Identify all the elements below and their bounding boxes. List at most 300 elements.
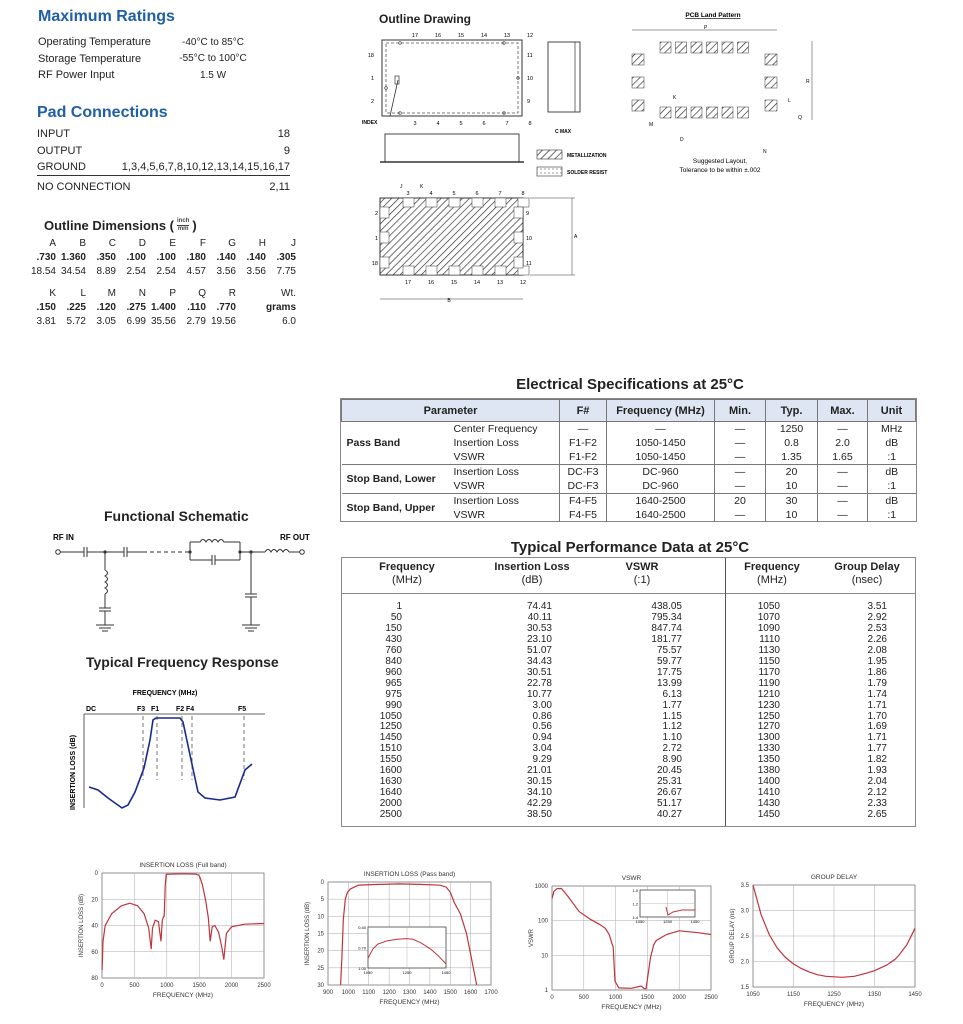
x-tick-label: 1050	[746, 992, 760, 998]
land-pad	[691, 42, 702, 53]
perf-frequency: 150	[385, 622, 402, 634]
perf-gd-frequency: 1070	[757, 611, 780, 623]
perf-frequency: 1450	[379, 732, 402, 744]
pin-label: 15	[457, 33, 465, 39]
inset-x-tick: 1450	[441, 970, 451, 975]
spec-min: —	[715, 422, 766, 437]
col-max: Max.	[818, 400, 868, 422]
dim-mm: 3.56	[246, 266, 266, 277]
perf-gd-frequency: 1350	[757, 754, 780, 766]
y-axis-label: VSWR	[529, 929, 535, 947]
spec-f: F1-F2	[560, 436, 607, 450]
spec-param: VSWR	[453, 480, 485, 492]
x-tick-label: 1700	[484, 990, 498, 996]
perf-vswr: 1.77	[662, 699, 682, 711]
pad	[403, 198, 414, 207]
rating-row	[38, 67, 328, 84]
pad-connections-title: Pad Connections	[37, 104, 168, 121]
spec-max: 2.0	[818, 436, 868, 450]
perf-insertion-loss: 0.56	[532, 721, 552, 733]
freq-response-curve	[89, 718, 252, 808]
pin-label: 1	[374, 236, 378, 242]
index-leader	[390, 80, 398, 116]
perf-vswr: 20.45	[656, 765, 682, 777]
c-max-label: C MAX	[555, 129, 572, 135]
spec-typ: 10	[766, 508, 818, 522]
x-tick-label: 500	[578, 995, 589, 1001]
inset-y-tick: 1.00	[358, 966, 366, 971]
perf-header-l1: Frequency	[379, 561, 435, 573]
perf-group-delay: 1.70	[867, 710, 887, 722]
dim-letter: G	[228, 238, 236, 249]
pin-label: 4	[429, 191, 433, 197]
inset-x-tick: 1050	[363, 970, 373, 975]
spec-typ: 0.8	[766, 436, 818, 450]
land-pad	[738, 107, 749, 118]
land-pad	[632, 54, 644, 65]
perf-vswr: 181.77	[651, 633, 682, 645]
land-pad	[660, 107, 671, 118]
package-outline	[382, 40, 522, 116]
dim-mm: 8.89	[96, 266, 116, 277]
dim-mm	[236, 315, 266, 329]
perf-group-delay: 2.92	[867, 611, 887, 623]
metallized-body	[380, 198, 523, 275]
rating-label: RF Power Input	[38, 69, 115, 82]
y-tick-label: 0	[320, 880, 324, 886]
perf-gd-frequency: 1150	[758, 655, 780, 667]
electrical-specs-table	[341, 399, 916, 522]
y-tick-label: 3.5	[740, 883, 749, 889]
pad-value: 18	[277, 127, 290, 140]
spec-max: —	[818, 465, 868, 480]
inset-y-tick: 1.4	[632, 915, 638, 920]
perf-col-header	[827, 561, 907, 587]
spec-row	[342, 494, 916, 509]
dim-mm: 6.0	[282, 316, 296, 327]
y-tick-label: 100	[537, 918, 548, 925]
via-icon	[399, 42, 402, 45]
maximum-ratings-section	[38, 8, 328, 84]
outline-drawing-title: Outline Drawing	[379, 12, 472, 26]
pin-label: 16	[427, 280, 435, 286]
pin-label: 12	[526, 33, 534, 39]
perf-insertion-loss: 21.01	[526, 765, 552, 777]
y-axis-label: INSERTION LOSS (dB)	[79, 893, 85, 958]
pad-label: NO CONNECTION	[37, 180, 131, 193]
pad	[449, 266, 460, 275]
dim-k-label: K	[420, 184, 424, 190]
x-tick-label: 1150	[787, 992, 800, 998]
perf-frequency: 1640	[379, 787, 402, 799]
inset-y-tick: 0.40	[358, 925, 366, 930]
perf-gd-frequency: 1300	[757, 732, 780, 744]
perf-col-header	[737, 561, 807, 587]
spec-unit: dB	[868, 465, 916, 480]
front-view	[385, 134, 519, 162]
pin-label: 5	[452, 191, 456, 197]
perf-frequency: 1	[396, 601, 402, 612]
perf-vswr: 2.72	[662, 743, 682, 755]
perf-gd-frequency: 1190	[758, 677, 780, 689]
inset-y-tick: 0.70	[358, 945, 366, 951]
freq-marker-label: F4	[186, 706, 195, 713]
dim-mm: 2.54	[156, 266, 176, 277]
rating-label: Storage Temperature	[38, 52, 142, 65]
functional-schematic	[50, 530, 330, 645]
land-pad	[632, 77, 644, 88]
pin-label: 4	[436, 121, 440, 127]
spec-min: —	[715, 465, 766, 480]
spec-f: DC-F3	[560, 479, 607, 494]
spec-typ: 1250	[766, 422, 818, 437]
typical-frequency-response	[60, 680, 270, 820]
perf-frequency: 1630	[379, 776, 402, 788]
dim-letter: A	[49, 238, 56, 249]
perf-header-l2: (dB)	[521, 574, 543, 586]
perf-group-delay: 1.95	[867, 655, 887, 667]
y-tick-label: 25	[317, 965, 324, 972]
perf-insertion-loss: 23.10	[526, 633, 552, 645]
pcb-land-pattern	[620, 5, 820, 180]
pad	[514, 232, 523, 243]
pin-label: 18	[367, 53, 374, 59]
perf-gd-frequency: 1170	[758, 666, 780, 678]
rf-in-label: RF IN	[53, 533, 74, 542]
x-tick-label: 1250	[827, 992, 841, 998]
pin-label: 18	[371, 261, 378, 267]
chart-vswr	[515, 860, 725, 1024]
dim-d-label: D	[680, 137, 684, 143]
x-tick-label: 1100	[362, 990, 376, 996]
spec-param: Insertion Loss	[454, 465, 560, 480]
inset-x-tick: 1250	[663, 919, 672, 924]
x-tick-label: 1000	[341, 990, 356, 996]
perf-header-l1: Group Delay	[834, 561, 900, 573]
spec-f: F4-F5	[560, 508, 607, 522]
col-min: Min.	[715, 400, 766, 422]
outline-drawing-top-view	[360, 28, 620, 178]
paren-close: )	[192, 218, 197, 233]
dim-letter: F	[199, 238, 206, 249]
dim-n-label: N	[763, 149, 767, 155]
pin-label: 5	[459, 121, 463, 127]
elec-header-row	[342, 400, 916, 422]
rating-row	[38, 34, 328, 51]
chart-title: VSWR	[621, 875, 642, 882]
perf-col-gd-frequency	[750, 602, 780, 821]
dim-letter: L	[80, 288, 86, 299]
x-tick-label: 1200	[382, 990, 396, 996]
perf-header-l2: (MHz)	[757, 574, 787, 586]
x-tick-label: 1000	[608, 995, 623, 1001]
spec-min: —	[715, 508, 766, 522]
perf-frequency: 960	[385, 666, 402, 678]
freq-marker-label: DC	[86, 706, 97, 713]
dim-inch: .305	[276, 252, 296, 263]
pad-connections-section	[37, 104, 290, 195]
y-tick-label: 80	[91, 976, 98, 982]
dim-b-label: B	[447, 298, 451, 304]
dim-mm: 3.56	[216, 266, 236, 277]
spec-max: —	[818, 422, 868, 437]
y-tick-label: 60	[91, 949, 98, 956]
y-tick-label: 20	[91, 897, 98, 904]
dim-a-label: A	[574, 234, 578, 240]
functional-schematic-title: Functional Schematic	[104, 508, 249, 524]
land-pad	[765, 77, 777, 88]
dim-k-label: K	[673, 95, 677, 101]
pin-label: 9	[527, 99, 531, 105]
dim-j-label: J	[400, 184, 403, 190]
spec-typ: 1.35	[766, 450, 818, 465]
dim-inch: .350	[96, 252, 116, 263]
perf-insertion-loss: 30.51	[526, 666, 552, 678]
perf-vswr: 75.57	[656, 644, 682, 656]
rf-out-label: RF OUT	[280, 533, 310, 542]
perf-frequency: 2000	[379, 798, 402, 810]
spec-max: —	[818, 508, 868, 522]
outline-drawing-bottom-view	[360, 180, 600, 310]
perf-frequency: 1050	[379, 710, 402, 722]
dim-inch: .770	[216, 302, 236, 313]
perf-group-delay: 2.33	[867, 798, 887, 810]
rating-value: -55°C to 100°C	[179, 53, 247, 65]
dim-inch: .140	[246, 252, 266, 263]
x-tick-label: 1350	[867, 992, 882, 998]
perf-frequency: 1550	[379, 754, 402, 766]
perf-group-delay: 1.82	[867, 754, 887, 766]
pcb-caption-2: Tolerance to be within ±.002	[679, 167, 761, 174]
spec-param: VSWR	[453, 509, 485, 521]
perf-gd-frequency: 1250	[757, 710, 780, 722]
x-tick-label: 1600	[463, 990, 478, 996]
inset-y-tick: 1.0	[632, 888, 638, 893]
chart-insertion-loss-full	[70, 855, 285, 1020]
dim-letter: P	[169, 288, 176, 299]
perf-group-delay: 1.93	[867, 765, 887, 777]
spec-frequency: DC-960	[607, 465, 715, 480]
unit-fraction	[177, 218, 189, 233]
perf-vswr: 25.31	[656, 776, 682, 788]
perf-insertion-loss: 3.00	[532, 699, 552, 711]
perf-frequency: 760	[385, 644, 402, 656]
pin-label: 13	[496, 280, 504, 286]
dim-mm: 19.56	[210, 316, 236, 327]
x-tick-label: 1400	[423, 990, 437, 996]
frequency-response-title: Typical Frequency Response	[86, 654, 279, 670]
dim-letter: Q	[198, 288, 206, 299]
dim-mm: 5.72	[66, 316, 86, 327]
pad	[514, 207, 523, 218]
freq-response-ylabel: INSERTION LOSS (dB)	[70, 734, 77, 810]
y-tick-label: 10	[541, 953, 548, 960]
chart-title: INSERTION LOSS (Full band)	[139, 862, 227, 869]
perf-gd-frequency: 1210	[757, 688, 780, 700]
inset-y-tick: 1.2	[632, 901, 638, 907]
pin-label: 11	[527, 53, 533, 59]
dim-q-label: Q	[798, 115, 802, 121]
spec-group-label: Pass Band	[342, 422, 454, 465]
col-typ: Typ.	[766, 400, 818, 422]
perf-insertion-loss: 51.07	[526, 644, 552, 656]
perf-frequency: 1600	[379, 765, 402, 777]
x-axis-label: FREQUENCY (MHz)	[803, 1001, 865, 1008]
rating-label: Operating Temperature	[38, 36, 151, 49]
dim-letter: R	[228, 288, 236, 299]
land-pad	[660, 42, 671, 53]
y-axis-label: INSERTION LOSS (dB)	[305, 901, 311, 966]
pad	[380, 207, 389, 218]
land-pad	[707, 107, 718, 118]
pad-label: INPUT	[37, 127, 70, 140]
spec-f: —	[560, 422, 607, 437]
land-pad	[765, 100, 777, 111]
dim-mm: 4.57	[186, 266, 206, 277]
x-tick-label: 900	[322, 990, 334, 996]
dim-letter: N	[138, 288, 146, 299]
pin-label: 10	[526, 236, 533, 242]
perf-group-delay: 2.53	[867, 622, 887, 634]
perf-vswr: 40.27	[656, 809, 682, 821]
x-tick-label: 500	[129, 983, 140, 989]
chart-group-delay	[725, 860, 935, 1024]
land-pad	[722, 107, 733, 118]
perf-divider	[725, 558, 726, 826]
pin-label: 17	[411, 33, 419, 39]
col-f: F#	[560, 400, 607, 422]
perf-gd-frequency: 1450	[757, 809, 780, 821]
pin-label: 7	[505, 121, 509, 127]
spec-frequency: 1050-1450	[607, 450, 715, 465]
perf-group-delay: 1.71	[867, 699, 887, 711]
perf-frequency: 990	[385, 699, 402, 711]
perf-insertion-loss: 0.86	[532, 710, 552, 722]
rf-out-terminal	[300, 550, 305, 555]
spec-min: —	[715, 479, 766, 494]
outline-dimensions-title	[44, 218, 316, 233]
y-tick-label: 5	[320, 897, 324, 904]
inset-x-tick: 1450	[690, 919, 700, 924]
land-pad	[691, 107, 702, 118]
pad-value: 9	[283, 144, 290, 157]
dim-mm: 34.54	[60, 266, 86, 277]
perf-vswr: 8.90	[662, 754, 682, 766]
dim-mm: 3.81	[36, 316, 56, 327]
unit-inch: inch	[177, 218, 190, 224]
dim-l-label: L	[788, 98, 791, 104]
perf-group-delay: 2.08	[867, 644, 887, 656]
spec-unit: dB	[868, 494, 916, 509]
perf-vswr: 17.75	[656, 666, 682, 678]
perf-vswr: 6.13	[662, 688, 682, 700]
pin-label: 15	[450, 280, 458, 286]
y-tick-label: 3.0	[740, 908, 749, 915]
dim-inch: grams	[266, 302, 297, 313]
pin-label: 2	[374, 211, 378, 217]
y-tick-label: 20	[317, 948, 324, 955]
x-tick-label: 1450	[908, 992, 922, 998]
perf-header-l1: Insertion Loss	[494, 561, 570, 573]
perf-group-delay: 1.79	[867, 677, 887, 689]
perf-group-delay: 1.71	[867, 732, 887, 744]
perf-group-delay: 2.04	[867, 776, 887, 788]
perf-gd-frequency: 1130	[758, 644, 780, 656]
perf-vswr: 1.10	[662, 732, 682, 744]
perf-vswr: 59.77	[656, 655, 682, 667]
performance-data-table	[341, 557, 916, 827]
perf-insertion-loss: 34.43	[526, 655, 552, 667]
perf-col-insertion-loss	[492, 602, 552, 821]
pad	[514, 257, 523, 268]
spec-f: DC-F3	[560, 465, 607, 480]
pcb-land-title: PCB Land Pattern	[685, 12, 741, 19]
perf-insertion-loss: 30.15	[526, 776, 552, 788]
dim-letter: K	[49, 288, 56, 299]
pad	[426, 198, 437, 207]
pad	[495, 266, 506, 275]
pin-label: 16	[434, 33, 442, 39]
spec-frequency: 1640-2500	[607, 494, 715, 509]
perf-vswr: 438.05	[651, 601, 682, 612]
perf-frequency: 965	[385, 677, 402, 689]
perf-frequency: 430	[385, 633, 402, 645]
dim-mm: 7.75	[276, 266, 296, 277]
perf-vswr: 795.34	[651, 611, 682, 623]
y-tick-label: 1.5	[740, 985, 749, 991]
x-tick-label: 1000	[160, 983, 174, 989]
x-tick-label: 1500	[192, 983, 206, 989]
dim-m-label: M	[649, 122, 654, 128]
pad-row	[37, 159, 290, 176]
freq-marker-label: F2	[176, 706, 185, 713]
pin-label: 14	[480, 33, 488, 39]
spec-unit: MHz	[868, 422, 916, 437]
spec-min: 20	[715, 494, 766, 509]
perf-group-delay: 3.51	[867, 601, 887, 612]
y-tick-label: 1	[544, 988, 548, 994]
perf-gd-frequency: 1110	[759, 633, 780, 645]
spec-row	[342, 422, 916, 437]
dim-inch: .730	[36, 252, 56, 263]
perf-gd-frequency: 1050	[757, 601, 780, 612]
perf-col-header	[482, 561, 582, 587]
solder-resist-swatch	[537, 167, 562, 176]
pin-label: 13	[503, 33, 511, 39]
perf-vswr: 847.74	[651, 622, 682, 634]
inset-x-tick: 1250	[402, 970, 412, 975]
outline-dimensions-section	[26, 218, 316, 329]
unit-mm: mm	[177, 226, 189, 232]
rf-in-terminal	[56, 550, 61, 555]
perf-frequency: 1250	[379, 721, 402, 733]
perf-vswr: 26.67	[656, 787, 682, 799]
dim-inch: .100	[156, 252, 176, 263]
pin-label: 8	[528, 121, 532, 127]
perf-vswr: 51.17	[656, 798, 682, 810]
dim-mm: 6.99	[126, 316, 146, 327]
freq-marker-label: F5	[238, 706, 247, 713]
pad-row	[37, 142, 290, 159]
spec-unit: :1	[868, 450, 916, 465]
dim-letter: H	[258, 238, 266, 249]
pad	[380, 232, 389, 243]
perf-insertion-loss: 30.53	[526, 622, 552, 634]
dim-mm: 35.56	[150, 316, 176, 327]
dim-inch: .180	[186, 252, 206, 263]
y-tick-label: 40	[91, 923, 98, 930]
land-pad	[722, 42, 733, 53]
